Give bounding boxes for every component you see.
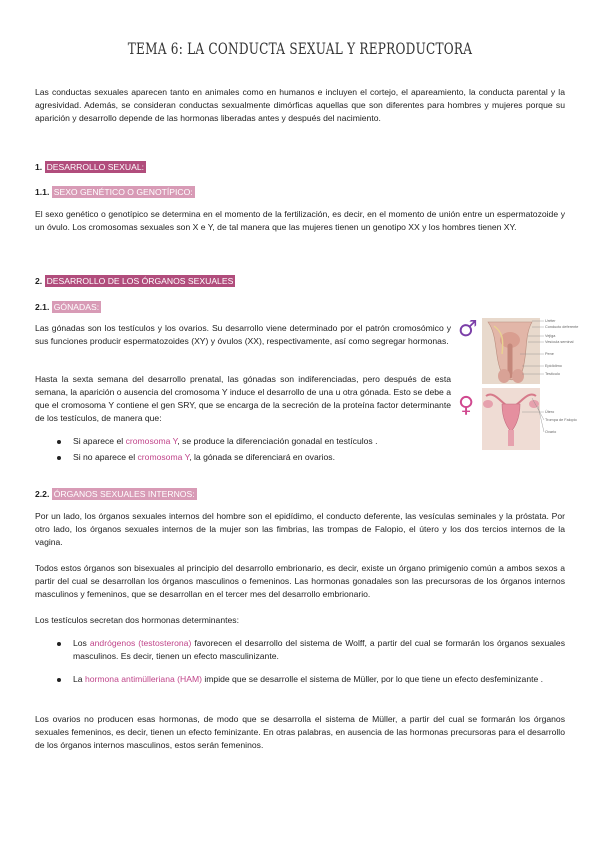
gonads-development-paragraph: Hasta la sexta semana del desarrollo prenatal, las gónadas son indiferenciadas, pero después de esta semana, la aparición o ausencia del cromosoma Y induce el desarrollo de una u otra gónada. Esto se debe a que el cromosoma Y contiene el gen SRY, que se encarga de la secreción de la proteína factor determinante de los testículos, de manera que:: [35, 374, 451, 424]
bisexual-organs-paragraph: Todos estos órganos son bisexuales al principio del desarrollo embrionario, es decir, existe un órgano primigenio común a ambos sexos a partir del cual se desarrollan los órganos masculinos o femeninos. Las hormonas gonadales son las precursoras de los órganos internos masculinos y femeninos, que se desarrollan en el tercer mes del desarrollo embrionario.: [35, 563, 565, 600]
figure-label: Trompa de Falopio: [545, 418, 577, 422]
figure-label: Testículo: [545, 372, 560, 376]
highlight-term: cromosoma Y: [125, 436, 178, 446]
genetic-sex-paragraph: El sexo genético o genotípico se determina en el momento de la fertilización, es decir, en el momento de unión entre un espermatozoide y un óvulo. Los cromosomas sexuales son X e Y, de tal manera que las mujeres tienen un genotipo XX y los hombres tienen XY.: [35, 209, 565, 233]
page-title: TEMA 6: LA CONDUCTA SEXUAL Y REPRODUCTORA: [127, 40, 473, 58]
section-number: 1.: [35, 162, 43, 172]
section-number: 2.: [35, 276, 43, 286]
testicle-hormones-intro: Los testículos secretan dos hormonas determinantes:: [35, 615, 239, 625]
subsection-label: GÓNADAS:: [53, 302, 100, 312]
male-symbol-icon: ♂: [458, 317, 478, 342]
figure-label: Uréter: [545, 319, 556, 323]
figure-label: Epidídimo: [545, 364, 562, 368]
highlight-term: cromosoma Y: [137, 452, 190, 463]
figure-label: Pene: [545, 352, 554, 356]
subsection-heading-1-1: [35, 186, 195, 199]
subsection-heading-2-1: [35, 301, 101, 314]
section-heading-1: [35, 161, 146, 174]
reproductive-organs-figure: [458, 316, 582, 454]
subsection-label: SEXO GENÉTICO O GENOTÍPICO:: [53, 187, 193, 197]
highlight-term: andrógenos (testosterona): [89, 638, 192, 648]
gonads-bullet-list: [35, 435, 451, 464]
list-item: Los andrógenos (testosterona) favorecen el desarrollo del sistema de Wolff, a partir del cual se formarán los órganos sexuales masculinos. Es decir, tienen un efecto masculinizante.: [35, 637, 565, 663]
list-item: La hormona antimülleriana (HAM) impide que se desarrolle el sistema de Müller, por lo que tiene un efecto desfeminizante .: [35, 673, 565, 686]
female-symbol-icon: ♀: [458, 393, 475, 418]
highlight-term: hormona antimülleriana (HAM): [84, 674, 202, 685]
figure-label: Útero: [545, 410, 555, 414]
section-label: DESARROLLO SEXUAL:: [46, 162, 144, 172]
section-label: DESARROLLO DE LOS ÓRGANOS SEXUALES: [46, 276, 234, 286]
figure-label: Ovario: [545, 430, 557, 434]
section-heading-2: [35, 275, 235, 288]
subsection-number: 2.2.: [35, 489, 50, 499]
intro-paragraph: Las conductas sexuales aparecen tanto en animales como en humanos e incluyen el cortejo, el apareamiento, la conducta parental y la agresividad. Además, se consideran conductas sexualmente dimórficas aquellas que son diferentes para hombres y mujeres porque su aparición y desarrollo depende de las hormonas liberadas antes y después del nacimiento.: [35, 87, 565, 124]
subsection-heading-2-2: [35, 488, 197, 501]
figure-label: Conducto deferente: [545, 325, 579, 329]
figure-label: Vejiga: [545, 334, 556, 338]
gonads-paragraph: Las gónadas son los testículos y los ovarios. Su desarrollo viene determinado por el patrón cromosómico y sus funciones producir espermatozoides (XY) y óvulos (XX), respectivamente, así como segregar hormonas.: [35, 323, 451, 347]
ovaries-paragraph: Los ovarios no producen esas hormonas, de modo que se desarrolla el sistema de Müller, a partir del cual se formarán los órganos sexuales femeninos, es decir, tienen un efecto feminizante. En otras palabras, en ausencia de las hormonas precursoras para el desarrollo de los órganos internos masculinos, estos serán femeninos.: [35, 714, 565, 751]
list-item: Si aparece el cromosoma Y, se produce la diferenciación gonadal en testículos .: [35, 435, 451, 448]
subsection-label: ÓRGANOS SEXUALES INTERNOS:: [53, 489, 195, 499]
subsection-number: 1.1.: [35, 187, 50, 197]
internal-organs-paragraph: Por un lado, los órganos sexuales internos del hombre son el epidídimo, el conducto deferente, las vesículas seminales y la próstata. Por otro lado, los órganos sexuales internos de la mujer son las fimbrias, las trompas de Falopio, el útero y los dos tercios internos de la vagina.: [35, 511, 565, 548]
subsection-number: 2.1.: [35, 302, 50, 312]
figure-label: Vesícula seminal: [545, 340, 574, 344]
list-item: Si no aparece el cromosoma Y, la gónada se diferenciará en ovarios.: [35, 451, 451, 464]
hormones-bullet-list: [35, 637, 565, 686]
